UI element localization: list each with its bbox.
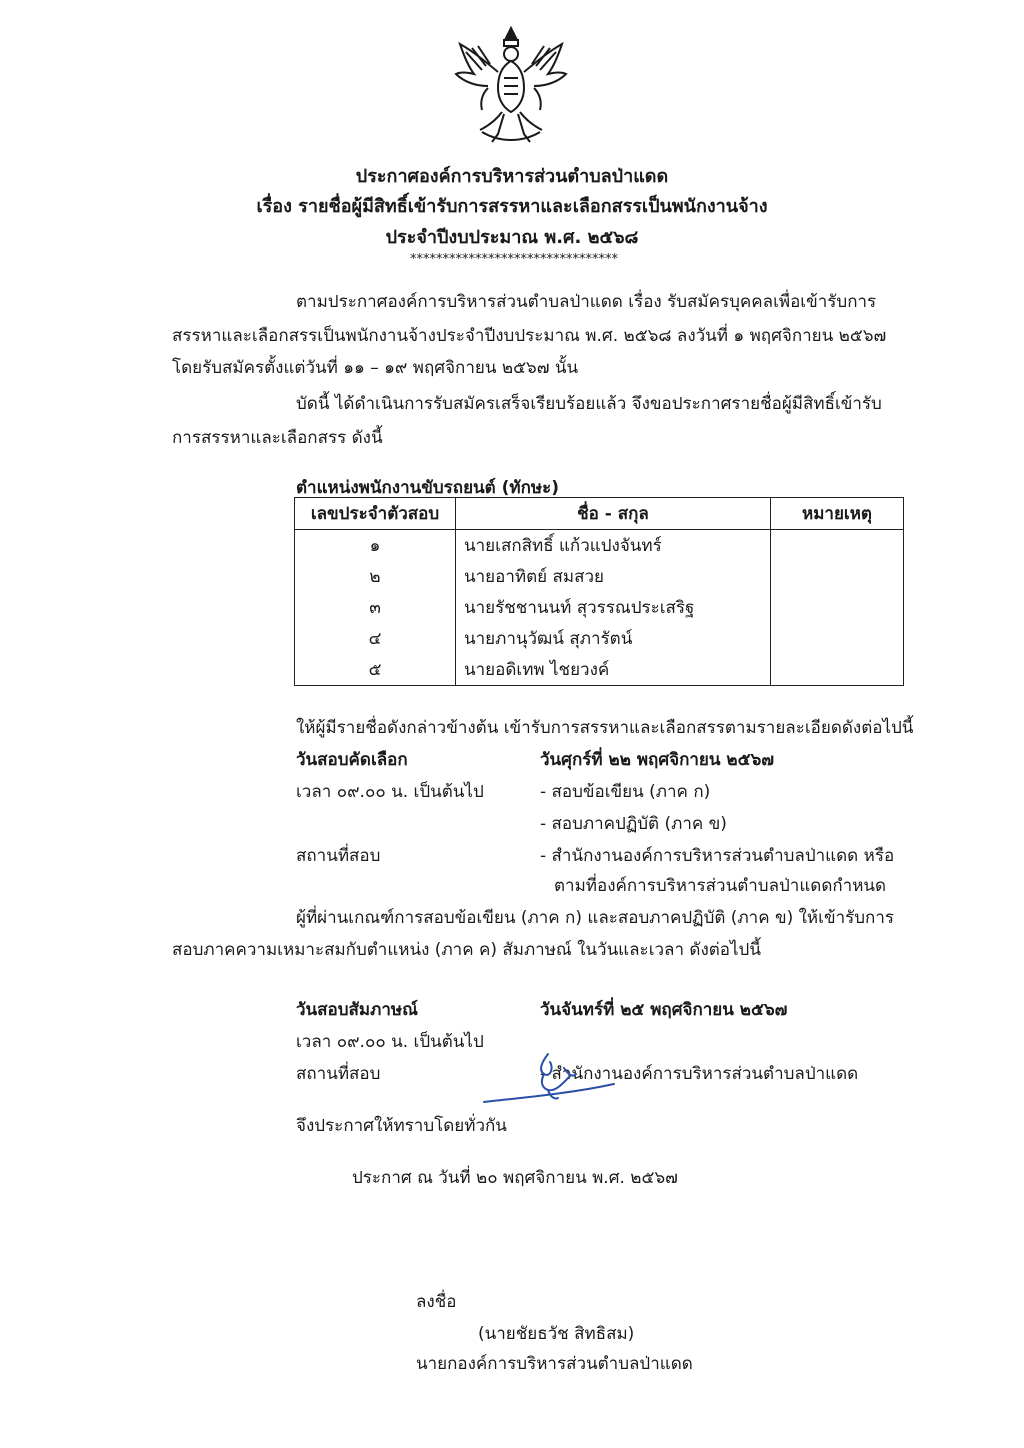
exam-time: เวลา ๐๙.๐๐ น. เป็นต้นไป xyxy=(296,782,484,802)
header-exam-id: เลขประจำตัวสอบ xyxy=(295,498,456,530)
schedule-intro: ให้ผู้มีรายชื่อดังกล่าวข้างต้น เข้ารับการสรรหาและเลือกสรรตามรายละเอียดดังต่อไปนี้ xyxy=(296,718,914,738)
header-full-name: ชื่อ - สกุล xyxy=(456,498,771,530)
garuda-emblem-icon xyxy=(452,22,570,150)
exam-item-written: - สอบข้อเขียน (ภาค ก) xyxy=(540,782,711,802)
table-row xyxy=(295,623,904,654)
announcement-date: ประกาศ ณ วันที่ ๒๐ พฤศจิกายน พ.ศ. ๒๕๖๗ xyxy=(352,1168,678,1188)
signer-title: นายกองค์การบริหารส่วนตำบลป่าแดด xyxy=(416,1354,693,1374)
exam-id-cell: ๕ xyxy=(295,654,456,686)
interview-day-label: วันสอบสัมภาษณ์ xyxy=(296,1000,418,1020)
exam-day-label: วันสอบคัดเลือก xyxy=(296,750,408,770)
table-header-row xyxy=(295,498,904,530)
exam-place-label: สถานที่สอบ xyxy=(296,846,381,866)
interview-place: - สำนักงานองค์การบริหารส่วนตำบลป่าแดด xyxy=(540,1064,859,1084)
table-row xyxy=(295,592,904,623)
interview-intro-line-2: สอบภาคความเหมาะสมกับตำแหน่ง (ภาค ค) สัมภาษณ์ ในวันและเวลา ดังต่อไปนี้ xyxy=(172,940,761,960)
announcement-fiscal-year: ประจำปีงบประมาณ พ.ศ. ๒๕๖๘ xyxy=(385,227,639,248)
remark-cell xyxy=(771,654,904,686)
exam-id-cell: ๒ xyxy=(295,561,456,592)
name-cell: นายรัชชานนท์ สุวรรณประเสริฐ xyxy=(456,592,771,623)
remark-cell xyxy=(771,592,904,623)
table-row xyxy=(295,561,904,592)
intro-line-4: บัดนี้ ได้ดำเนินการรับสมัครเสร็จเรียบร้อยแล้ว จึงขอประกาศรายชื่อผู้มีสิทธิ์เข้ารับ xyxy=(296,394,882,414)
signature-mark xyxy=(478,1048,618,1112)
announcement-org-title: ประกาศองค์การบริหารส่วนตำบลป่าแดด xyxy=(355,166,669,187)
interview-intro-line-1: ผู้ที่ผ่านเกณฑ์การสอบข้อเขียน (ภาค ก) และสอบภาคปฏิบัติ (ภาค ข) ให้เข้ารับการ xyxy=(296,908,895,928)
table-row xyxy=(295,654,904,686)
intro-line-1: ตามประกาศองค์การบริหารส่วนตำบลป่าแดด เรื่อง รับสมัครบุคคลเพื่อเข้ารับการ xyxy=(296,292,877,312)
interview-place-label: สถานที่สอบ xyxy=(296,1064,381,1084)
name-cell: นายอาทิตย์ สมสวย xyxy=(456,561,771,592)
header-divider-stars: ******************************** xyxy=(410,252,618,267)
exam-id-cell: ๑ xyxy=(295,530,456,562)
announcement-subject: เรื่อง รายชื่อผู้มีสิทธิ์เข้ารับการสรรหาและเลือกสรรเป็นพนักงานจ้าง xyxy=(256,196,768,217)
exam-id-cell: ๓ xyxy=(295,592,456,623)
interview-time: เวลา ๐๙.๐๐ น. เป็นต้นไป xyxy=(296,1032,484,1052)
exam-place-line-1: - สำนักงานองค์การบริหารส่วนตำบลป่าแดด หรือ xyxy=(540,846,895,866)
applicants-table xyxy=(294,497,904,686)
exam-day-date: วันศุกร์ที่ ๒๒ พฤศจิกายน ๒๕๖๗ xyxy=(540,750,775,770)
interview-day-date: วันจันทร์ที่ ๒๕ พฤศจิกายน ๒๕๖๗ xyxy=(540,1000,788,1020)
remark-cell xyxy=(771,530,904,562)
exam-place-line-2: ตามที่องค์การบริหารส่วนตำบลป่าแดดกำหนด xyxy=(554,876,887,896)
remark-cell xyxy=(771,561,904,592)
exam-id-cell: ๔ xyxy=(295,623,456,654)
name-cell: นายภานุวัฒน์ สุภารัตน์ xyxy=(456,623,771,654)
signer-name: (นายชัยธวัช สิทธิสม) xyxy=(478,1324,635,1344)
header-remarks: หมายเหตุ xyxy=(771,498,904,530)
table-row xyxy=(295,530,904,562)
intro-line-5: การสรรหาและเลือกสรร ดังนี้ xyxy=(172,428,383,448)
exam-item-practical: - สอบภาคปฏิบัติ (ภาค ข) xyxy=(540,814,727,834)
name-cell: นายอดิเทพ ไชยวงค์ xyxy=(456,654,771,686)
intro-line-3: โดยรับสมัครตั้งแต่วันที่ ๑๑ – ๑๙ พฤศจิกายน ๒๕๖๗ นั้น xyxy=(172,358,579,378)
closing-notice: จึงประกาศให้ทราบโดยทั่วกัน xyxy=(296,1116,507,1136)
remark-cell xyxy=(771,623,904,654)
position-title: ตำแหน่งพนักงานขับรถยนต์ (ทักษะ) xyxy=(296,478,560,498)
name-cell: นายเสกสิทธิ์ แก้วแปงจันทร์ xyxy=(456,530,771,562)
intro-line-2: สรรหาและเลือกสรรเป็นพนักงานจ้างประจำปีงบประมาณ พ.ศ. ๒๕๖๘ ลงวันที่ ๑ พฤศจิกายน ๒๕๖๗ xyxy=(172,326,887,346)
sign-label: ลงชื่อ xyxy=(416,1292,457,1312)
